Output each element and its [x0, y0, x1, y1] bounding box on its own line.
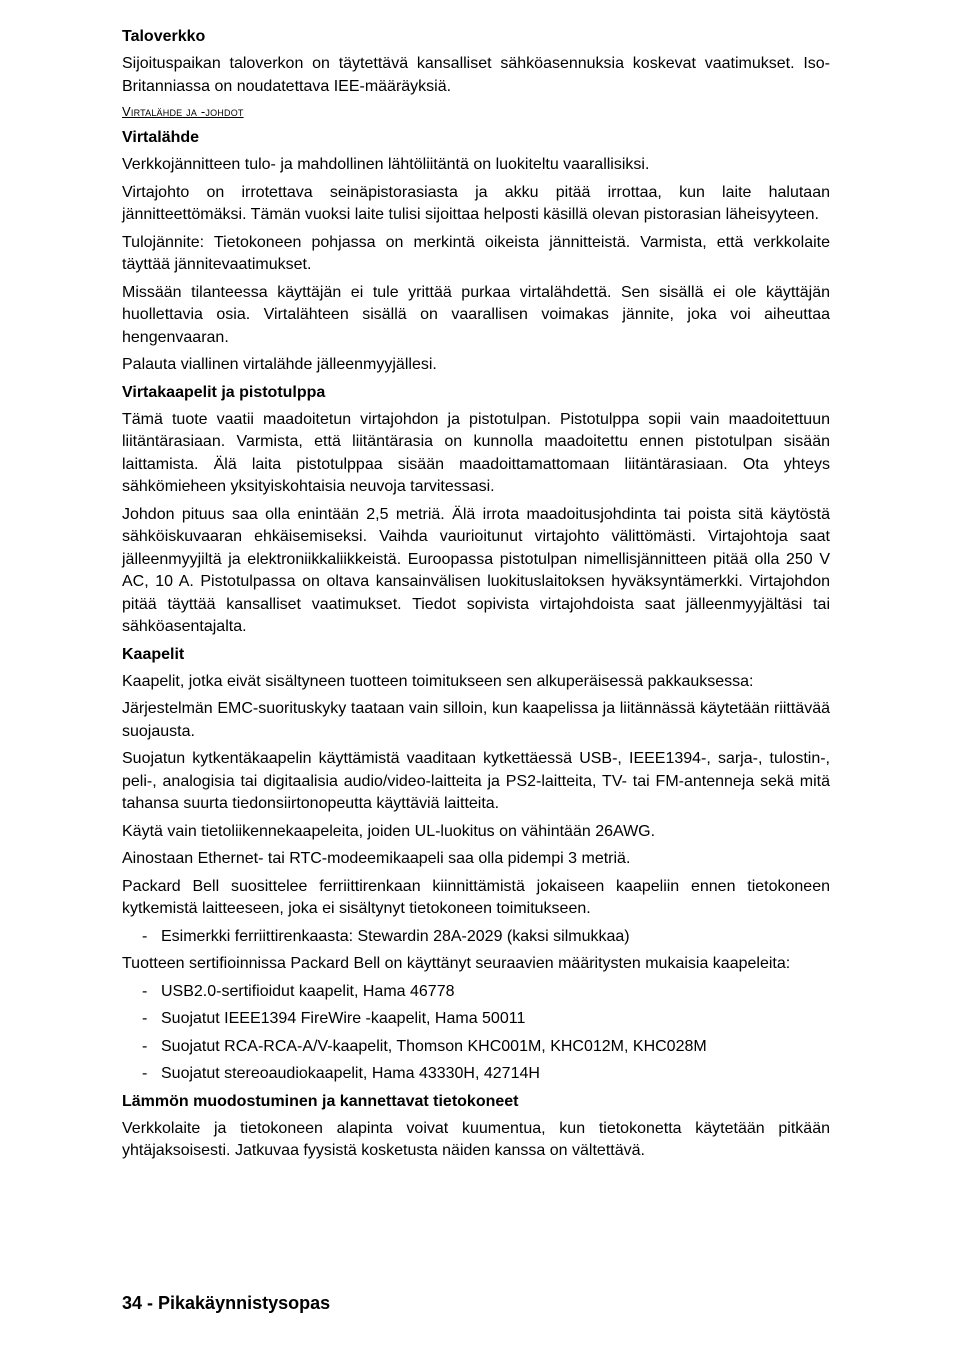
list-item: - Suojatut IEEE1394 FireWire -kaapelit, Hama 50011	[122, 1008, 830, 1031]
paragraph-virtakaapelit-2: Johdon pituus saa olla enintään 2,5 metriä. Älä irrota maadoitusjohdinta tai poista sitä käytöstä sähköiskuvaaran ehkäisemiseksi. Vaihda vaurioitunut virtajohto välittömästi. Virtajohtoja saat jälleenmyyjiltä ja elektroniikkaliikkeistä. Euroopassa pistotulpan nimellisjännitteen pitää olla 250 V AC, 10 A. Pistotulpassa on oltava kansainvälisen luokituslaitoksen hyväksyntämerkki. Virtajohdon pitää täyttää kansalliset vaatimukset. Tiedot sopivista virtajohdoista saat jälleenmyyjältäsi tai sähköasentajalta.	[122, 505, 830, 635]
paragraph-kaapelit-3: Suojatun kytkentäkaapelin käyttämistä vaaditaan kytkettäessä USB-, IEEE1394-, sarja-, tulostin-, peli-, analogisia tai digitaalisia audio/video-laitteita ja PS2-laitteita, TV- tai FM-antenneja sekä mitä tahansa suurta tiedonsiirtonopeutta käyttäviä laitteita.	[122, 750, 830, 812]
certified-cables-list	[122, 981, 830, 1086]
heading-kaapelit: Kaapelit	[122, 645, 185, 663]
list-item: - Esimerkki ferriittirenkaasta: Stewardin 28A-2029 (kaksi silmukkaa)	[122, 926, 830, 949]
ferrite-list	[122, 926, 830, 949]
paragraph-virtalahde-5: Palauta viallinen virtalähde jälleenmyyjällesi.	[122, 356, 437, 373]
paragraph-kaapelit-2: Järjestelmän EMC-suorituskyky taataan vain silloin, kun kaapelissa ja liitännässä käytetään riittävää suojausta.	[122, 700, 830, 740]
heading-taloverkko: Taloverkko	[122, 28, 206, 45]
paragraph-kaapelit-6: Packard Bell suosittelee ferriittirenkaan kiinnittämistä jokaiseen kaapeliin ennen tietokoneen kytkemistä laitteeseen, joka ei sisältynyt tietokoneen toimitukseen.	[122, 877, 830, 917]
heading-virtalahde: Virtalähde	[122, 129, 200, 146]
heading-lammon-muodostuminen: Lämmön muodostuminen ja kannettavat tietokoneet	[122, 1092, 519, 1110]
paragraph-lammon-1: Verkkolaite ja tietokoneen alapinta voivat kuumentua, kun tietokonetta käytetään pitkään yhtäjaksoisesti. Jatkuvaa fyysistä kosketusta näiden kanssa on vältettävä.	[122, 1119, 830, 1159]
paragraph-kaapelit-7: Tuotteen sertifioinnissa Packard Bell on käyttänyt seuraavien määritysten mukaisia kaapeleita:	[122, 955, 791, 972]
page-footer: 34 - Pikakäynnistysopas	[122, 1293, 331, 1313]
section-title-virtalahde-ja-johdot: Virtalähde ja -johdot	[122, 104, 244, 119]
heading-virtakaapelit: Virtakaapelit ja pistotulppa	[122, 383, 326, 401]
paragraph-virtalahde-1: Verkkojännitteen tulo- ja mahdollinen lähtöliitäntä on luokiteltu vaarallisiksi.	[122, 156, 650, 173]
paragraph-virtalahde-4: Missään tilanteessa käyttäjän ei tule yrittää purkaa virtalähdettä. Sen sisällä ei ole käyttäjän huollettavia osia. Virtalähteen sisällä on vaarallisen voimakas jännite, joka voi aiheuttaa hengenvaaran.	[122, 283, 830, 346]
paragraph-virtalahde-3: Tulojännite: Tietokoneen pohjassa on merkintä oikeista jännitteistä. Varmista, että verkkolaite täyttää jännitevaatimukset.	[122, 233, 830, 273]
paragraph-kaapelit-1: Kaapelit, jotka eivät sisältyneen tuotteen toimitukseen sen alkuperäisessä pakkauksessa:	[122, 672, 754, 690]
list-item: - Suojatut stereoaudiokaapelit, Hama 43330H, 42714H	[122, 1063, 830, 1086]
list-item: - Suojatut RCA-RCA-A/V-kaapelit, Thomson KHC001M, KHC012M, KHC028M	[122, 1036, 830, 1059]
paragraph-virtalahde-2: Virtajohto on irrotettava seinäpistorasiasta ja akku pitää irrottaa, kun laite halutaan jännitteettömäksi. Tämän vuoksi laite tulisi sijoittaa helposti käsillä olevan pistorasian läheisyyteen.	[122, 183, 830, 223]
paragraph-virtakaapelit-1: Tämä tuote vaatii maadoitetun virtajohdon ja pistotulpan. Pistotulppa sopii vain maadoitettuun liitäntärasiaan. Varmista, että liitäntärasia on kunnolla maadoitettu ennen pistotulpan sisään laittamista. Älä laita pistotulppaa sisään maadoittamattomaan liitäntärasiaan. Ota yhteys sähkömieheen yksityiskohtaisia neuvoja tarvitessasi.	[122, 410, 830, 495]
paragraph-kaapelit-4: Käytä vain tietoliikennekaapeleita, joiden UL-luokitus on vähintään 26AWG.	[122, 822, 656, 840]
paragraph-taloverkko: Sijoituspaikan taloverkon on täytettävä kansalliset sähköasennuksia koskevat vaatimukset. Iso-Britanniassa on noudatettava IEE-määräyksiä.	[122, 55, 830, 95]
paragraph-kaapelit-5: Ainostaan Ethernet- tai RTC-modeemikaapeli saa olla pidempi 3 metriä.	[122, 850, 631, 867]
document-body	[122, 26, 830, 1168]
list-item: - USB2.0-sertifioidut kaapelit, Hama 46778	[122, 981, 830, 1004]
